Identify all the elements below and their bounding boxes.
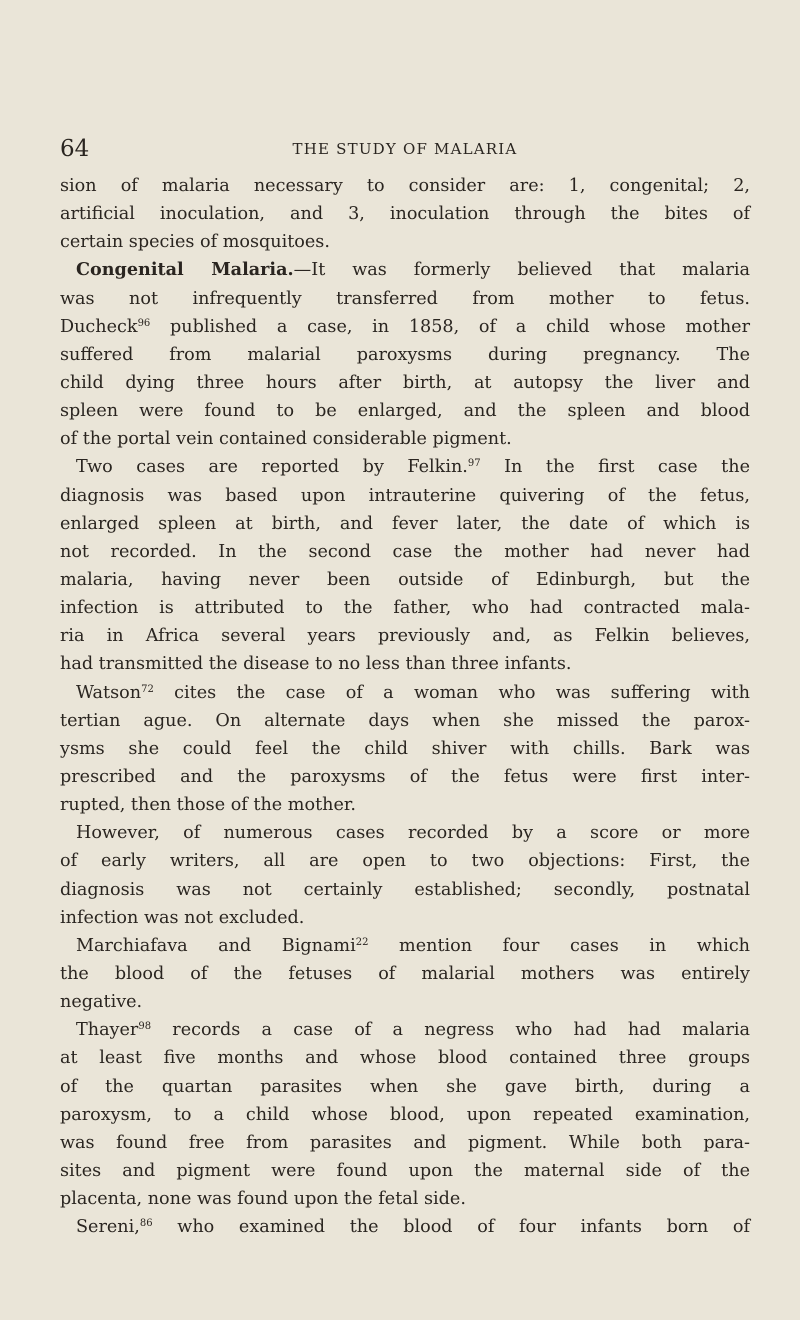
line-text-continued: published a case, in 1858, of a child whose mother bbox=[150, 316, 750, 337]
line-text: Watson bbox=[76, 682, 142, 703]
text-line bbox=[60, 1157, 750, 1185]
running-title: THE STUDY OF MALARIA bbox=[292, 140, 518, 158]
section-heading: Congenital Malaria. bbox=[76, 259, 294, 281]
line-text: sion of malaria necessary to consider are: 1, congenital; 2, bbox=[60, 176, 750, 196]
text-line bbox=[60, 791, 750, 819]
line-text: Marchiafava and Bignami bbox=[76, 935, 356, 956]
line-text: of the quartan parasites when she gave birth, during a bbox=[60, 1076, 750, 1097]
line-text: artificial inoculation, and 3, inoculation through the bites of bbox=[60, 204, 750, 225]
line-text: Thayer bbox=[76, 1020, 139, 1041]
text-line bbox=[60, 1016, 750, 1044]
text-line bbox=[60, 313, 750, 341]
line-text-continued: In the first case the bbox=[480, 457, 750, 478]
line-text: enlarged spleen at birth, and fever later, the date of which is bbox=[60, 513, 750, 534]
text-line bbox=[60, 1213, 750, 1241]
text-line bbox=[60, 819, 750, 847]
text-line bbox=[60, 707, 750, 735]
text-line bbox=[60, 763, 750, 791]
text-line bbox=[60, 341, 750, 369]
text-line bbox=[60, 679, 750, 707]
page-header bbox=[60, 136, 750, 166]
text-line bbox=[60, 1185, 750, 1213]
line-text: of the portal vein contained considerable pigment. bbox=[60, 429, 512, 450]
line-text: had transmitted the disease to no less than three infants. bbox=[60, 654, 572, 675]
text-line bbox=[60, 172, 750, 200]
line-text: infection is attributed to the father, who had contracted mala- bbox=[60, 598, 750, 619]
line-text: child dying three hours after birth, at autopsy the liver and bbox=[60, 372, 750, 393]
line-text: tertian ague. On alternate days when she missed the parox- bbox=[60, 710, 750, 731]
line-text: diagnosis was not certainly established; secondly, postnatal bbox=[60, 879, 750, 900]
line-text: was found free from parasites and pigment. While both para- bbox=[60, 1132, 750, 1153]
text-line bbox=[60, 369, 750, 397]
line-text: prescribed and the paroxysms of the fetus were first inter- bbox=[60, 766, 750, 787]
text-line bbox=[60, 510, 750, 538]
line-text-continued: cites the case of a woman who was suffering with bbox=[153, 682, 750, 703]
text-line bbox=[60, 566, 750, 594]
line-text: Sereni, bbox=[76, 1217, 140, 1238]
line-text: sites and pigment were found upon the maternal side of the bbox=[60, 1160, 750, 1181]
citation-reference: 22 bbox=[355, 936, 369, 948]
text-line bbox=[60, 1101, 750, 1129]
text-line bbox=[60, 1073, 750, 1101]
line-text-continued: who examined the blood of four infants born of bbox=[152, 1217, 750, 1238]
line-text: suffered from malarial paroxysms during pregnancy. The bbox=[60, 344, 750, 365]
line-text-continued: records a case of a negress who had had malaria bbox=[151, 1020, 750, 1041]
page-number: 64 bbox=[60, 136, 90, 162]
line-text: negative. bbox=[60, 992, 143, 1013]
citation-reference: 97 bbox=[467, 458, 481, 470]
text-line bbox=[60, 453, 750, 481]
line-text: certain species of mosquitoes. bbox=[60, 232, 330, 253]
citation-reference: 98 bbox=[138, 1021, 152, 1033]
text-line bbox=[60, 650, 750, 678]
text-line bbox=[60, 960, 750, 988]
citation-reference: 72 bbox=[141, 683, 154, 695]
line-text: was not infrequently transferred from mother to fetus. bbox=[60, 288, 750, 309]
line-text: Ducheck bbox=[60, 316, 138, 337]
line-text: spleen were found to be enlarged, and the spleen and blood bbox=[60, 401, 750, 422]
text-line bbox=[60, 594, 750, 622]
line-text: rupted, then those of the mother. bbox=[60, 795, 356, 816]
text-line bbox=[60, 1129, 750, 1157]
line-text: the blood of the fetuses of malarial mothers was entirely bbox=[60, 963, 750, 984]
body-text bbox=[60, 172, 750, 1241]
line-text: —It was formerly believed that malaria bbox=[293, 260, 750, 281]
line-text-continued: mention four cases in which bbox=[368, 935, 750, 956]
text-line bbox=[60, 256, 750, 284]
text-line bbox=[60, 847, 750, 875]
text-line bbox=[60, 397, 750, 425]
line-text: ria in Africa several years previously and, as Felkin believes, bbox=[60, 626, 750, 647]
line-text: of early writers, all are open to two objections: First, the bbox=[60, 851, 750, 872]
text-line bbox=[60, 425, 750, 453]
line-text: placenta, none was found upon the fetal side. bbox=[60, 1189, 466, 1210]
text-line bbox=[60, 988, 750, 1016]
text-line bbox=[60, 538, 750, 566]
text-line bbox=[60, 904, 750, 932]
line-text: paroxysm, to a child whose blood, upon repeated examination, bbox=[60, 1104, 750, 1125]
text-line bbox=[60, 200, 750, 228]
text-line bbox=[60, 482, 750, 510]
citation-reference: 96 bbox=[137, 317, 151, 329]
line-text: malaria, having never been outside of Edinburgh, but the bbox=[60, 569, 750, 590]
line-text: However, of numerous cases recorded by a score or more bbox=[76, 823, 750, 844]
text-line bbox=[60, 932, 750, 960]
text-line bbox=[60, 876, 750, 904]
text-line bbox=[60, 228, 750, 256]
line-text: ysms she could feel the child shiver with chills. Bark was bbox=[60, 738, 750, 759]
text-line bbox=[60, 622, 750, 650]
line-text: infection was not excluded. bbox=[60, 907, 305, 928]
line-text: diagnosis was based upon intrauterine quivering of the fetus, bbox=[60, 485, 750, 506]
line-text: at least five months and whose blood contained three groups bbox=[60, 1048, 750, 1069]
line-text: Two cases are reported by Felkin. bbox=[76, 457, 468, 478]
text-line bbox=[60, 285, 750, 313]
text-line bbox=[60, 1044, 750, 1072]
citation-reference: 86 bbox=[139, 1218, 153, 1230]
line-text: not recorded. In the second case the mother had never had bbox=[60, 541, 750, 562]
text-line bbox=[60, 735, 750, 763]
